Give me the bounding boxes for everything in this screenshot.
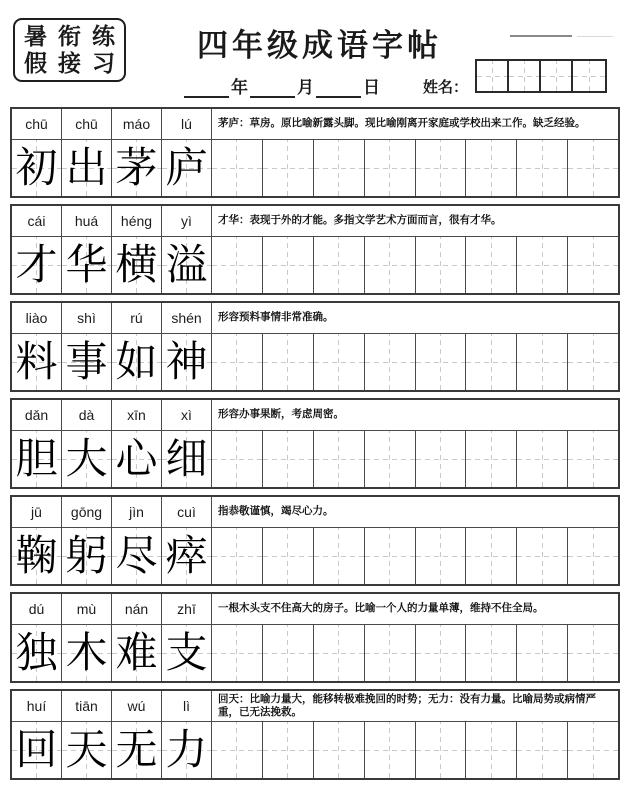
idiom-character: 出 bbox=[65, 143, 108, 192]
decorative-line bbox=[510, 35, 572, 37]
stamp-char: 练 bbox=[92, 23, 115, 50]
idiom-block bbox=[10, 495, 620, 586]
practice-cell[interactable] bbox=[568, 334, 618, 390]
idiom-character: 天 bbox=[65, 725, 108, 774]
idiom-character: 细 bbox=[165, 434, 208, 483]
character-cell bbox=[162, 237, 212, 293]
pinyin-cell: shén bbox=[162, 303, 212, 333]
character-cell bbox=[12, 431, 62, 487]
practice-cell[interactable] bbox=[568, 431, 618, 487]
pinyin-cell: dà bbox=[62, 400, 112, 430]
pinyin-cell: jū bbox=[12, 497, 62, 527]
idiom-character: 无 bbox=[115, 725, 158, 774]
definition-text: 形容预料事情非常准确。 bbox=[218, 311, 334, 324]
character-cell bbox=[162, 625, 212, 681]
stamp-char: 习 bbox=[92, 50, 115, 77]
character-cell bbox=[162, 334, 212, 390]
practice-cell[interactable] bbox=[466, 625, 517, 681]
idiom-block bbox=[10, 592, 620, 683]
character-cell bbox=[62, 625, 112, 681]
practice-cell[interactable] bbox=[212, 140, 263, 196]
practice-cell[interactable] bbox=[212, 334, 263, 390]
definition-text: 指恭敬谨慎，竭尽心力。 bbox=[218, 505, 334, 518]
practice-cell[interactable] bbox=[466, 334, 517, 390]
pinyin-cell: xì bbox=[162, 400, 212, 430]
character-cell bbox=[162, 140, 212, 196]
practice-cell[interactable] bbox=[517, 431, 568, 487]
pinyin-cell: dǎn bbox=[12, 400, 62, 430]
idiom-block bbox=[10, 301, 620, 392]
character-cell bbox=[12, 722, 62, 778]
practice-cell[interactable] bbox=[517, 140, 568, 196]
practice-cell[interactable] bbox=[517, 528, 568, 584]
character-cell bbox=[12, 237, 62, 293]
idiom-character: 胆 bbox=[15, 434, 58, 483]
definition-text: 茅庐：草房。原比喻新露头脚。现比喻刚离开家庭或学校出来工作。缺乏经验。 bbox=[218, 117, 586, 130]
blocks-container bbox=[10, 107, 620, 786]
practice-cell[interactable] bbox=[416, 625, 467, 681]
character-cell bbox=[62, 722, 112, 778]
idiom-character: 心 bbox=[115, 434, 158, 483]
practice-cell[interactable] bbox=[466, 237, 517, 293]
character-cell bbox=[62, 528, 112, 584]
idiom-character: 支 bbox=[165, 628, 208, 677]
practice-cell[interactable] bbox=[416, 140, 467, 196]
practice-cell[interactable] bbox=[568, 722, 618, 778]
practice-cell[interactable] bbox=[416, 431, 467, 487]
definition-text: 回天：比喻力量大，能移转极难挽回的时势；无力：没有力量。比喻局势或病情严重，已无法挽救。 bbox=[218, 692, 596, 718]
practice-cell[interactable] bbox=[416, 722, 467, 778]
idiom-character: 横 bbox=[115, 240, 158, 289]
pinyin-cell: lú bbox=[162, 109, 212, 139]
practice-cell[interactable] bbox=[517, 237, 568, 293]
practice-cell[interactable] bbox=[314, 625, 365, 681]
practice-cell[interactable] bbox=[568, 140, 618, 196]
practice-cell[interactable] bbox=[212, 237, 263, 293]
stamp-char: 接 bbox=[58, 50, 81, 77]
idiom-character: 事 bbox=[65, 337, 108, 386]
pinyin-cell: chū bbox=[62, 109, 112, 139]
character-cell bbox=[112, 528, 162, 584]
practice-cell[interactable] bbox=[212, 528, 263, 584]
stamp-box bbox=[13, 18, 126, 82]
definition-text: 一根木头支不住高大的房子。比喻一个人的力量单薄，维持不住全局。 bbox=[218, 602, 544, 615]
practice-cell[interactable] bbox=[416, 528, 467, 584]
name-grid-cell[interactable] bbox=[541, 61, 573, 91]
character-cell bbox=[62, 237, 112, 293]
character-cell bbox=[12, 334, 62, 390]
idiom-block bbox=[10, 107, 620, 198]
character-cell bbox=[62, 431, 112, 487]
practice-cell[interactable] bbox=[416, 334, 467, 390]
name-grid-cell[interactable] bbox=[509, 61, 541, 91]
day-label: 日 bbox=[363, 78, 380, 98]
idiom-character: 料 bbox=[15, 337, 58, 386]
idiom-block bbox=[10, 204, 620, 295]
idiom-character: 如 bbox=[115, 337, 158, 386]
idiom-block bbox=[10, 398, 620, 489]
idiom-character: 神 bbox=[165, 337, 208, 386]
practice-cell[interactable] bbox=[263, 528, 314, 584]
pinyin-cell: héng bbox=[112, 206, 162, 236]
decorative-line bbox=[577, 36, 613, 37]
pinyin-cell: mù bbox=[62, 594, 112, 624]
pinyin-cell: cái bbox=[12, 206, 62, 236]
idiom-character: 茅 bbox=[115, 143, 158, 192]
practice-cell[interactable] bbox=[314, 431, 365, 487]
character-cell bbox=[12, 625, 62, 681]
practice-cell[interactable] bbox=[466, 431, 517, 487]
practice-cell[interactable] bbox=[568, 528, 618, 584]
character-cell bbox=[112, 334, 162, 390]
practice-cell[interactable] bbox=[466, 722, 517, 778]
pinyin-cell: shì bbox=[62, 303, 112, 333]
practice-cell[interactable] bbox=[517, 625, 568, 681]
idiom-character: 难 bbox=[115, 628, 158, 677]
character-cell bbox=[162, 528, 212, 584]
pinyin-cell: jìn bbox=[112, 497, 162, 527]
pinyin-cell: liào bbox=[12, 303, 62, 333]
idiom-character: 回 bbox=[15, 725, 58, 774]
date-blank-month bbox=[250, 80, 295, 98]
practice-cell[interactable] bbox=[314, 334, 365, 390]
idiom-character: 才 bbox=[15, 240, 58, 289]
practice-cell[interactable] bbox=[263, 722, 314, 778]
practice-cell[interactable] bbox=[263, 334, 314, 390]
idiom-character: 庐 bbox=[165, 143, 208, 192]
character-cell bbox=[62, 334, 112, 390]
practice-cell[interactable] bbox=[212, 625, 263, 681]
pinyin-cell: yì bbox=[162, 206, 212, 236]
practice-cell[interactable] bbox=[365, 431, 416, 487]
definition-text: 形容办事果断，考虑周密。 bbox=[218, 408, 344, 421]
character-cell bbox=[112, 431, 162, 487]
date-blank-day bbox=[316, 80, 361, 98]
idiom-character: 木 bbox=[65, 628, 108, 677]
idiom-character: 溢 bbox=[165, 240, 208, 289]
practice-cell[interactable] bbox=[212, 722, 263, 778]
practice-cell[interactable] bbox=[314, 528, 365, 584]
stamp-char: 暑 bbox=[24, 23, 47, 50]
practice-cell[interactable] bbox=[416, 237, 467, 293]
practice-cell[interactable] bbox=[314, 140, 365, 196]
practice-cell[interactable] bbox=[212, 431, 263, 487]
pinyin-cell: huá bbox=[62, 206, 112, 236]
practice-cell[interactable] bbox=[466, 140, 517, 196]
page-title: 四年级成语字帖 bbox=[197, 28, 442, 64]
worksheet-header bbox=[0, 0, 627, 107]
pinyin-cell: lì bbox=[162, 691, 212, 721]
definition-text: 才华：表现于外的才能。多指文学艺术方面而言，很有才华。 bbox=[218, 214, 502, 227]
pinyin-cell: gōng bbox=[62, 497, 112, 527]
pinyin-cell: huí bbox=[12, 691, 62, 721]
practice-cell[interactable] bbox=[263, 625, 314, 681]
character-cell bbox=[112, 625, 162, 681]
idiom-block bbox=[10, 689, 620, 780]
pinyin-cell: wú bbox=[112, 691, 162, 721]
idiom-character: 鞠 bbox=[15, 531, 58, 580]
practice-cell[interactable] bbox=[365, 722, 416, 778]
practice-cell[interactable] bbox=[263, 140, 314, 196]
idiom-character: 瘁 bbox=[165, 531, 208, 580]
character-cell bbox=[112, 140, 162, 196]
practice-cell[interactable] bbox=[517, 722, 568, 778]
practice-cell[interactable] bbox=[365, 625, 416, 681]
idiom-character: 力 bbox=[165, 725, 208, 774]
pinyin-cell: cuì bbox=[162, 497, 212, 527]
character-cell bbox=[112, 722, 162, 778]
practice-cell[interactable] bbox=[466, 528, 517, 584]
pinyin-cell: chū bbox=[12, 109, 62, 139]
practice-cell[interactable] bbox=[517, 334, 568, 390]
name-grid bbox=[475, 59, 607, 93]
pinyin-cell: dú bbox=[12, 594, 62, 624]
pinyin-cell: rú bbox=[112, 303, 162, 333]
practice-cell[interactable] bbox=[568, 237, 618, 293]
practice-cell[interactable] bbox=[263, 237, 314, 293]
date-blank-year bbox=[184, 80, 229, 98]
character-cell bbox=[162, 431, 212, 487]
name-grid-cell[interactable] bbox=[573, 61, 605, 91]
practice-cell[interactable] bbox=[263, 431, 314, 487]
name-grid-cell[interactable] bbox=[477, 61, 509, 91]
character-cell bbox=[12, 528, 62, 584]
stamp-char: 假 bbox=[24, 50, 47, 77]
idiom-character: 躬 bbox=[65, 531, 108, 580]
idiom-character: 华 bbox=[65, 240, 108, 289]
character-cell bbox=[12, 140, 62, 196]
idiom-character: 大 bbox=[65, 434, 108, 483]
date-line bbox=[183, 73, 381, 98]
stamp-char: 衔 bbox=[58, 23, 81, 50]
pinyin-cell: nán bbox=[112, 594, 162, 624]
idiom-character: 尽 bbox=[115, 531, 158, 580]
year-label: 年 bbox=[231, 78, 248, 98]
character-cell bbox=[112, 237, 162, 293]
pinyin-cell: tiān bbox=[62, 691, 112, 721]
idiom-character: 初 bbox=[15, 143, 58, 192]
month-label: 月 bbox=[297, 78, 314, 98]
idiom-character: 独 bbox=[15, 628, 58, 677]
character-cell bbox=[162, 722, 212, 778]
practice-cell[interactable] bbox=[365, 140, 416, 196]
pinyin-cell: zhī bbox=[162, 594, 212, 624]
practice-cell[interactable] bbox=[314, 722, 365, 778]
pinyin-cell: máo bbox=[112, 109, 162, 139]
practice-cell[interactable] bbox=[365, 237, 416, 293]
pinyin-cell: xīn bbox=[112, 400, 162, 430]
character-cell bbox=[62, 140, 112, 196]
practice-cell[interactable] bbox=[365, 528, 416, 584]
practice-cell[interactable] bbox=[365, 334, 416, 390]
practice-cell[interactable] bbox=[568, 625, 618, 681]
practice-cell[interactable] bbox=[314, 237, 365, 293]
name-label: 姓名： bbox=[423, 78, 469, 96]
